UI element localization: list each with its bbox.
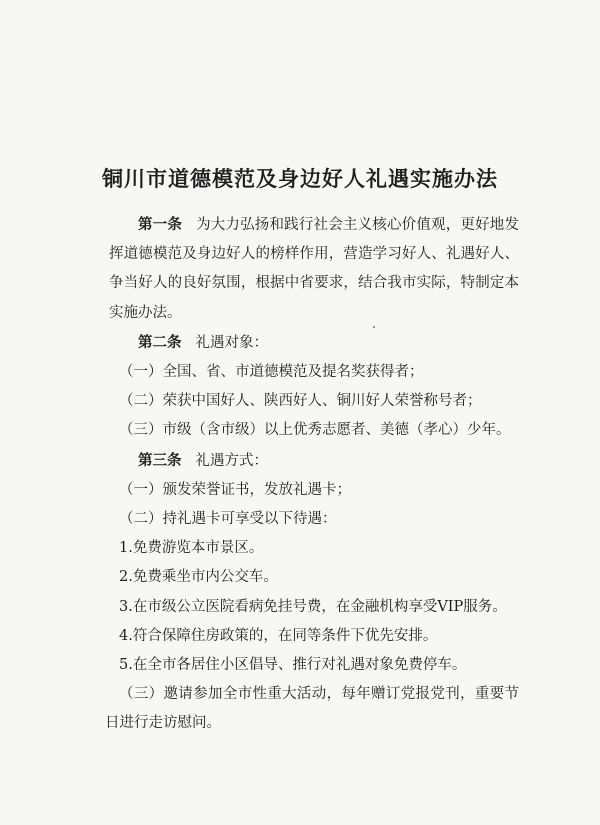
- article-2: [109, 328, 519, 358]
- article-2-text: 礼遇对象：: [195, 334, 268, 351]
- article-3-item-2: （二）持礼遇卡可享受以下待遇：: [119, 511, 337, 528]
- scan-speck: [373, 326, 375, 328]
- document-body: [105, 210, 519, 739]
- benefit-1: 1.免费游览本市景区。: [119, 540, 264, 557]
- document-title: 铜川市道德模范及身边好人礼遇实施办法: [102, 166, 498, 191]
- article-3-item-1: （一）颁发荣誉证书，发放礼遇卡；: [119, 481, 351, 498]
- article-3-label: 第三条: [138, 451, 182, 469]
- benefit-2: 2.免费乘坐市内公交车。: [119, 569, 278, 586]
- article-2-item-2: （二）荣获中国好人、陕西好人、铜川好人荣誉称号者；: [119, 393, 482, 410]
- benefit-5: 5.在全市各居住小区倡导、推行对礼遇对象免费停车。: [119, 657, 467, 674]
- article-1-text: 为大力弘扬和践行社会主义核心价值观，更好地发挥道德模范及身边好人的榜样作用，营造学习好人、礼遇好人、争当好人的良好氛围，根据中省要求，结合我市实际，特制定本实施办法。: [109, 217, 519, 321]
- benefit-3: 3.在市级公立医院看病免挂号费，在金融机构享受VIP服务。: [119, 598, 507, 615]
- article-1: [109, 210, 519, 328]
- article-3: [109, 446, 519, 476]
- article-3-item-3: （三）邀请参加全市性重大活动，每年赠订党报党刊，重要节日进行走访慰问。: [105, 686, 519, 732]
- article-3-text: 礼遇方式：: [195, 452, 268, 469]
- article-2-item-1: （一）全国、省、市道德模范及提名奖获得者；: [119, 364, 424, 381]
- article-2-item-3: （三）市级（含市级）以上优秀志愿者、美德（孝心）少年。: [119, 422, 511, 439]
- article-2-label: 第二条: [138, 333, 182, 351]
- article-1-label: 第一条: [138, 216, 183, 233]
- benefit-4: 4.符合保障住房政策的，在同等条件下优先安排。: [119, 627, 438, 644]
